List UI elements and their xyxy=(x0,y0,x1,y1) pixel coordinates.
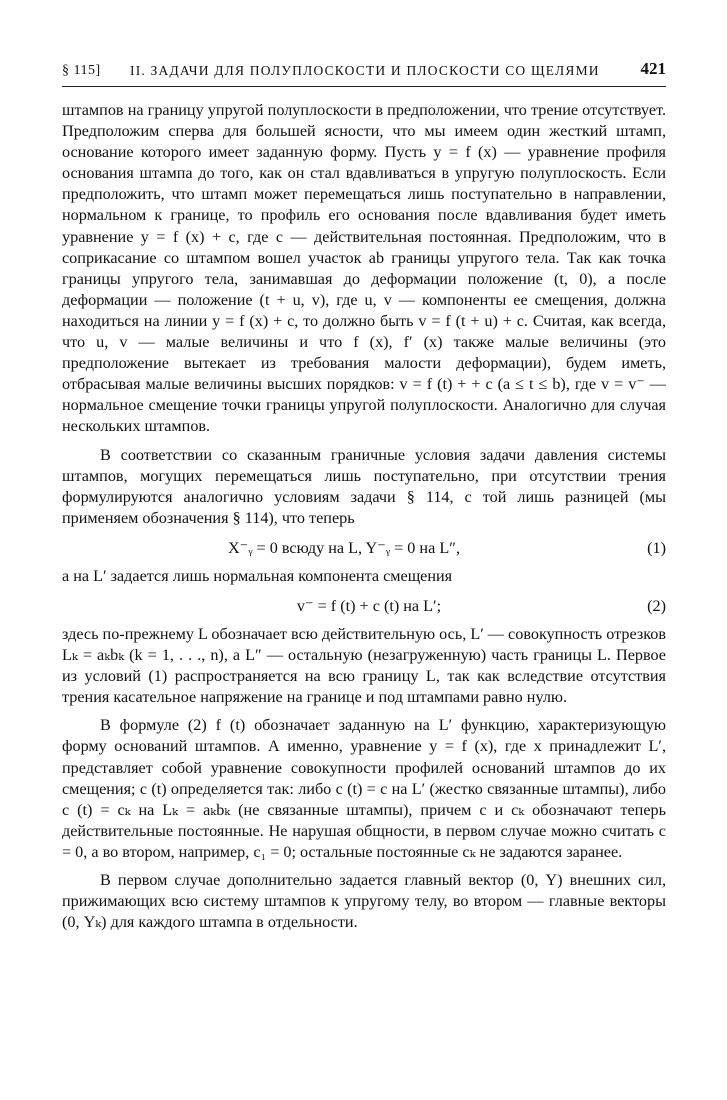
paragraph-1: штампов на границу упругой полуплоскости в предположении, что трение отсутствует. Предположим сперва для большей ясности, что мы имеем один жесткий штамп, основание которого имеет заданную форму. Пусть y = f (x) — уравнение профиля основания штампа до того, как он стал вдавливаться в упругую полуплоскость. Если предположить, что штамп может перемещаться лишь поступательно в направлении, нормальном к границе, то профиль его основания после вдавливания будет иметь уравнение y = f (x) + c, где c — действительная постоянная. Предположим, что в соприкасание со штампом вошел участок ab границы упругого тела. Так как точка границы упругого тела, занимавшая до деформации положение (t, 0), а после деформации — положение (t + u, v), где u, v — компоненты ее смещения, должна находиться на линии y = f (x) + c, то должно быть v = f (t + u) + c. Считая, как всегда, что u, v — малые величины и что f (x), f′ (x) также малые величины (это предположение вытекает из требования малости деформации), будем иметь, отбрасывая малые величины высших порядков: v = f (t) + + c (a ≤ t ≤ b), где v = v⁻ — нормальное смещение точки границы упругой полуплоскости. Аналогично для случая нескольких штампов. xyxy=(62,101,666,436)
paragraph-5: В формуле (2) f (t) обозначает заданную на L′ функцию, характеризующую форму оснований штампов. А именно, уравнение y = f (x), где x принадлежит L′, представляет собой уравнение совокупности профилей оснований штампов до их смещения; c (t) определяется так: либо c (t) = c на L′ (жестко связанные штампы), либо c (t) = cₖ на Lₖ = aₖbₖ (не связанные штампы), причем c и cₖ обозначают теперь действительные постоянные. Не нарушая общности, в первом случае можно считать c = 0, а во втором, например, c₁ = 0; остальные постоянные cₖ не задаются заранее. xyxy=(62,716,666,861)
running-header xyxy=(62,60,666,87)
paragraph-4: здесь по-прежнему L обозначает всю действительную ось, L′ — совокупность отрезков Lₖ = aₖbₖ (k = 1, . . ., n), а L″ — остальную (незагруженную) часть границы L. Первое из условий (1) распространяется на всю границу L, так как вследствие отсутствия трения касательное напряжение на границе и под штампами равно нулю. xyxy=(62,624,666,707)
header-chapter-title: II. ЗАДАЧИ ДЛЯ ПОЛУПЛОСКОСТИ И ПЛОСКОСТИ СО ЩЕЛЯМИ xyxy=(130,63,600,78)
paragraph-3: а на L′ задается лишь нормальная компонента смещения xyxy=(62,566,453,585)
equation-2-body: v⁻ = f (t) + c (t) на L′; xyxy=(296,596,442,615)
page-number: 421 xyxy=(640,59,666,78)
equation-2 xyxy=(62,591,666,621)
equation-1-number: (1) xyxy=(647,538,666,557)
page-body xyxy=(62,100,666,933)
header-section-ref: § 115] xyxy=(62,63,101,78)
equation-2-number: (2) xyxy=(647,596,666,615)
equation-1-body: X⁻ᵧ = 0 всюду на L, Y⁻ᵧ = 0 на L″, xyxy=(227,538,460,557)
paragraph-2: В соответствии со сказанным граничные условия задачи давления системы штампов, могущих перемещаться лишь поступательно, при отсутствии трения формулируются аналогично условиям задачи § 114, с той лишь разницей (мы применяем обозначения § 114), что теперь xyxy=(62,445,666,527)
paragraph-6: В первом случае дополнительно задается главный вектор (0, Y) внешних сил, прижимающих всю систему штампов к упругому телу, во втором — главные векторы (0, Yₖ) для каждого штампа в отдельности. xyxy=(62,871,666,932)
equation-1 xyxy=(62,533,666,563)
